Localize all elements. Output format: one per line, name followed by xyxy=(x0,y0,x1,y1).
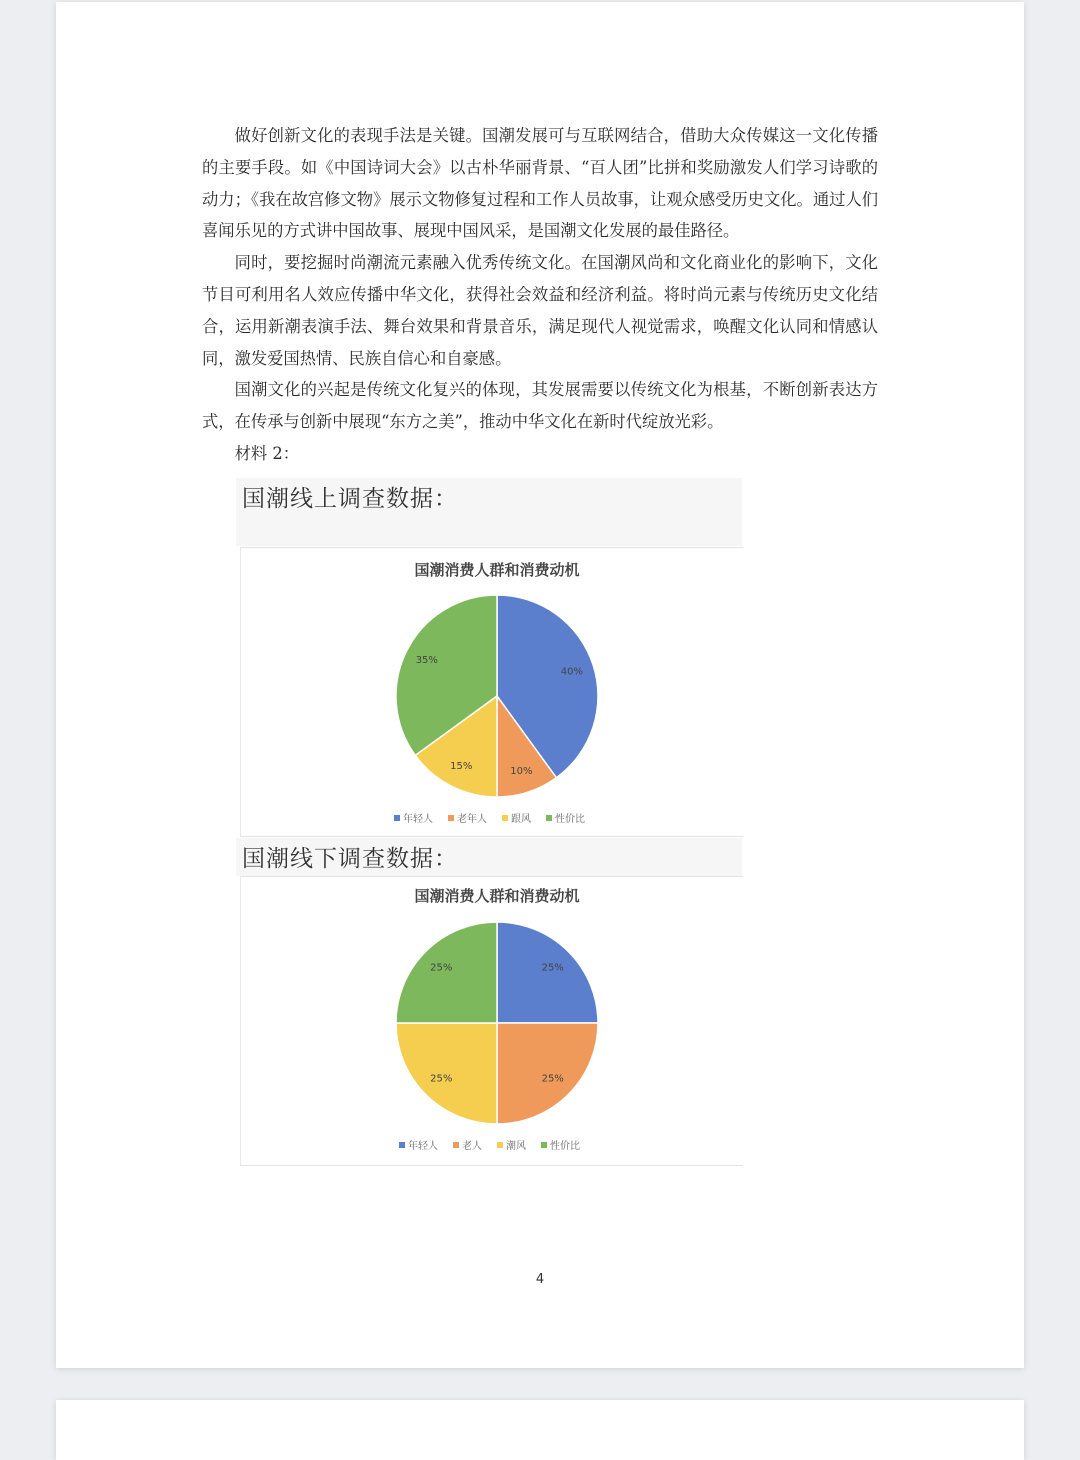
offline-legend-swatch-1 xyxy=(453,1142,459,1148)
offline-pie-chart xyxy=(241,877,743,1165)
offline-slice-label-1: 25% xyxy=(541,1073,564,1085)
online-legend-label-1: 老年人 xyxy=(457,814,487,825)
offline-legend xyxy=(399,1139,580,1152)
online-legend-swatch-3 xyxy=(546,815,552,821)
offline-legend-label-1: 老人 xyxy=(462,1141,482,1152)
paragraph-3: 国潮文化的兴起是传统文化复兴的体现，其发展需要以传统文化为根基，不断创新表达方式，在传承与创新中展现“东方之美”，推动中华文化在新时代绽放光彩。 xyxy=(202,380,878,432)
online-legend-swatch-1 xyxy=(448,815,454,821)
offline-legend-label-2: 潮风 xyxy=(506,1141,526,1152)
online-pie-chart xyxy=(241,548,743,836)
online-slice-label-3: 35% xyxy=(415,655,438,667)
online-legend-label-2: 跟风 xyxy=(511,814,531,825)
next-page xyxy=(56,1400,1024,1460)
offline-chart-title: 国潮消费人群和消费动机 xyxy=(414,887,580,905)
offline-legend-label-3: 性价比 xyxy=(550,1141,580,1152)
offline-slice-label-2: 25% xyxy=(430,1073,453,1085)
online-legend-label-3: 性价比 xyxy=(555,814,585,825)
online-legend-label-0: 年轻人 xyxy=(403,814,433,825)
offline-legend-swatch-0 xyxy=(399,1142,405,1148)
online-chart-title: 国潮消费人群和消费动机 xyxy=(414,561,580,579)
online-slice-label-2: 15% xyxy=(450,761,473,773)
page-number: 4 xyxy=(535,1272,545,1287)
material-label: 材料 2： xyxy=(234,443,299,463)
online-slice-label-1: 10% xyxy=(510,765,533,777)
offline-slice-label-3: 25% xyxy=(430,962,453,974)
offline-legend-swatch-2 xyxy=(497,1142,503,1148)
paragraph-1: 做好创新文化的表现手法是关键。国潮发展可与互联网结合，借助大众传媒这一文化传播的主要手段。如《中国诗词大会》以古朴华丽背景、“百人团”比拼和奖励激发人们学习诗歌的动力；《我在故宫修文物》展示文物修复过程和工作人员故事，让观众感受历史文化。通过人们喜闻乐见的方式讲中国故事、展现中国风采，是国潮文化发展的最佳路径。 xyxy=(202,126,878,241)
offline-legend-label-0: 年轻人 xyxy=(408,1141,438,1152)
offline-chart-box xyxy=(240,876,743,1166)
paragraph-2: 同时，要挖掘时尚潮流元素融入优秀传统文化。在国潮风尚和文化商业化的影响下，文化节目可利用名人效应传播中华文化，获得社会效益和经济利益。将时尚元素与传统历史文化结合，运用新潮表演手法、舞台效果和背景音乐，满足现代人视觉需求，唤醒文化认同和情感认同，激发爱国热情、民族自信心和自豪感。 xyxy=(202,253,878,368)
online-chart-box xyxy=(240,547,743,837)
offline-legend-swatch-3 xyxy=(541,1142,547,1148)
online-legend-swatch-2 xyxy=(502,815,508,821)
online-heading: 国潮线上调查数据： xyxy=(242,486,458,512)
offline-slice-label-0: 25% xyxy=(541,962,564,974)
offline-heading: 国潮线下调查数据： xyxy=(242,846,458,872)
document-page xyxy=(56,2,1024,1368)
online-legend xyxy=(394,812,585,825)
body-text xyxy=(202,120,878,470)
online-slice-label-0: 40% xyxy=(560,666,584,678)
online-legend-swatch-0 xyxy=(394,815,400,821)
